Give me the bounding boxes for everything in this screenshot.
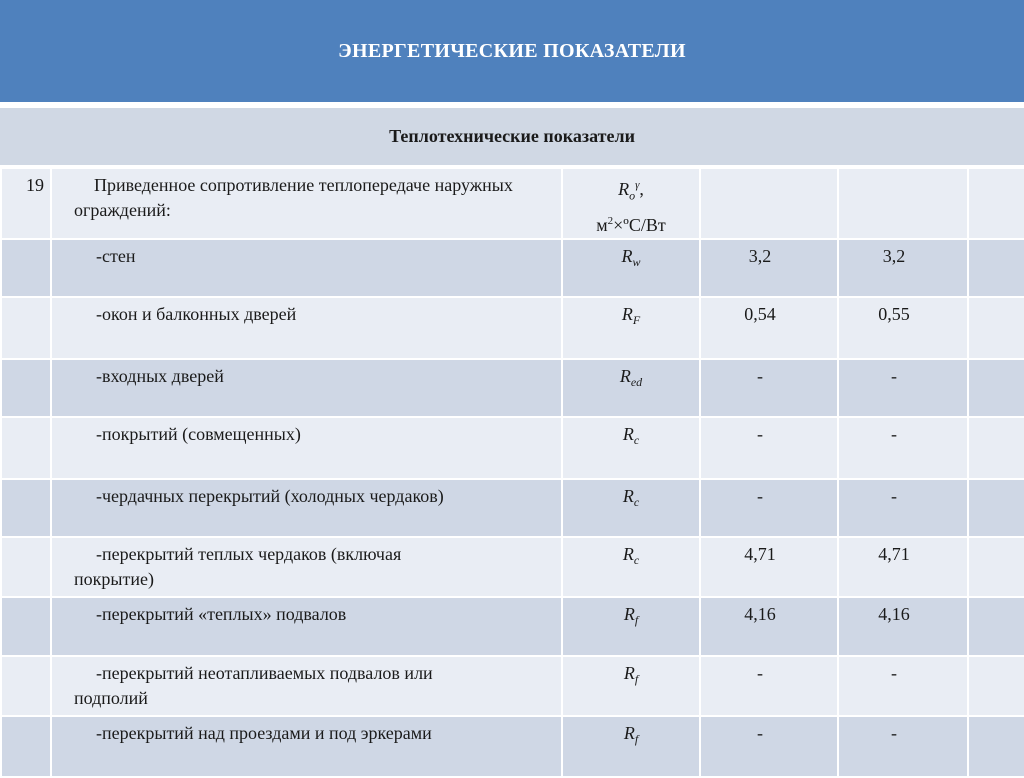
row-symbol: $R_{ed}$: [562, 359, 700, 417]
header-banner: [0, 0, 1024, 105]
empty-cell: [968, 417, 1024, 479]
row-symbol: $R_f$: [562, 597, 700, 656]
row-symbol: $R_w$: [562, 239, 700, 297]
empty-cell: [1, 537, 51, 597]
row-value-2: -: [838, 656, 968, 716]
empty-cell: [838, 168, 968, 239]
group-unit: $м^2\times ºС/Вт$: [596, 214, 666, 235]
section-header: [0, 108, 1024, 167]
row-label: -окон и балконных дверей: [51, 297, 562, 359]
row-value-1: -: [700, 656, 838, 716]
empty-cell: [700, 168, 838, 239]
page-title: ЭНЕРГЕТИЧЕСКИЕ ПОКАЗАТЕЛИ: [338, 39, 686, 62]
empty-cell: [968, 168, 1024, 239]
table-row: [1, 239, 1024, 297]
empty-cell: [968, 479, 1024, 537]
row-label: -покрытий (совмещенных): [51, 417, 562, 479]
row-value-1: -: [700, 716, 838, 777]
empty-cell: [968, 656, 1024, 716]
empty-cell: [968, 537, 1024, 597]
group-symbol: $R_o^\gamma$,: [618, 179, 644, 203]
row-value-1: -: [700, 417, 838, 479]
group-description: Приведенное сопротивление теплопередаче наружных ограждений:: [51, 168, 562, 239]
row-label: -перекрытий теплых чердаков (включая покрытие): [51, 537, 562, 597]
row-symbol: $R_c$: [562, 537, 700, 597]
row-label: -стен: [51, 239, 562, 297]
table-row: [1, 359, 1024, 417]
empty-cell: [1, 716, 51, 777]
row-symbol: $R_f$: [562, 656, 700, 716]
row-symbol: $R_c$: [562, 479, 700, 537]
empty-cell: [968, 597, 1024, 656]
row-value-2: -: [838, 359, 968, 417]
empty-cell: [968, 239, 1024, 297]
table-row: [1, 656, 1024, 716]
row-label: -чердачных перекрытий (холодных чердаков): [51, 479, 562, 537]
row-value-1: 4,16: [700, 597, 838, 656]
unit-cell: [562, 168, 700, 239]
empty-cell: [1, 359, 51, 417]
row-value-2: 0,55: [838, 297, 968, 359]
table-row: [1, 716, 1024, 777]
row-symbol: $R_f$: [562, 716, 700, 777]
empty-cell: [968, 359, 1024, 417]
row-value-2: -: [838, 479, 968, 537]
row-value-1: -: [700, 479, 838, 537]
empty-cell: [968, 716, 1024, 777]
row-label: -входных дверей: [51, 359, 562, 417]
row-value-2: 4,16: [838, 597, 968, 656]
empty-cell: [1, 597, 51, 656]
indicators-table: [0, 167, 1024, 778]
row-value-2: -: [838, 417, 968, 479]
table-row: [1, 417, 1024, 479]
empty-cell: [968, 297, 1024, 359]
section-title: Теплотехнические показатели: [389, 126, 635, 146]
row-symbol: $R_F$: [562, 297, 700, 359]
table-row: [1, 597, 1024, 656]
table-row: [1, 297, 1024, 359]
empty-cell: [1, 656, 51, 716]
row-value-1: 0,54: [700, 297, 838, 359]
empty-cell: [1, 239, 51, 297]
row-label: -перекрытий над проездами и под эркерами: [51, 716, 562, 777]
row-label: -перекрытий неотапливаемых подвалов или подполий: [51, 656, 562, 716]
empty-cell: [1, 417, 51, 479]
empty-cell: [1, 479, 51, 537]
table-row: [1, 537, 1024, 597]
row-number: 19: [1, 168, 51, 239]
table-row: [1, 479, 1024, 537]
row-value-2: 3,2: [838, 239, 968, 297]
row-value-2: -: [838, 716, 968, 777]
row-value-2: 4,71: [838, 537, 968, 597]
row-value-1: 3,2: [700, 239, 838, 297]
row-label: -перекрытий «теплых» подвалов: [51, 597, 562, 656]
empty-cell: [1, 297, 51, 359]
row-value-1: 4,71: [700, 537, 838, 597]
row-value-1: -: [700, 359, 838, 417]
row-symbol: $R_c$: [562, 417, 700, 479]
group-row: [1, 168, 1024, 239]
